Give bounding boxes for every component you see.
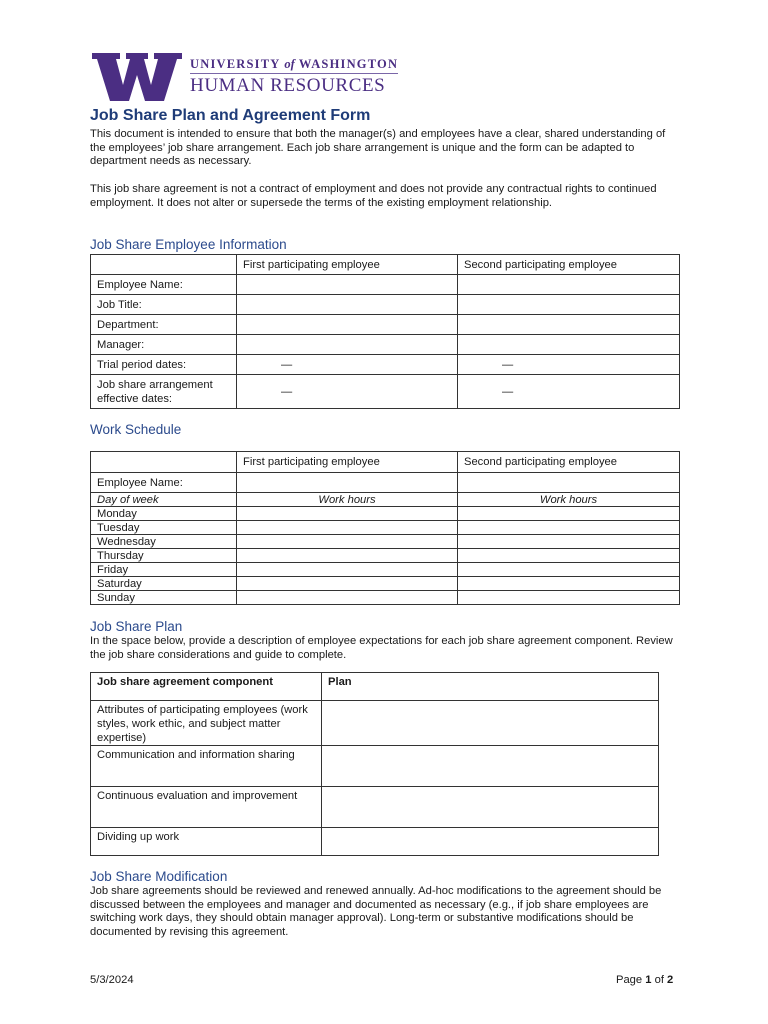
first-employee-name-field[interactable]: [237, 275, 458, 295]
uw-w-logo-icon: [92, 53, 182, 101]
table-header-row: [91, 452, 680, 473]
first-hours-field[interactable]: [237, 507, 458, 521]
logo-university: UNIVERSITY of WASHINGTON: [190, 57, 398, 74]
first-department-field[interactable]: [237, 315, 458, 335]
second-effective-dates-field[interactable]: —: [458, 375, 680, 409]
second-hours-field[interactable]: [458, 549, 680, 563]
intro-paragraph-2: This job share agreement is not a contract of employment and does not provide any contractual rights to continued employment. It does not alter or supersede the terms of the existing employment relationship.: [90, 183, 657, 209]
second-hours-field[interactable]: [458, 507, 680, 521]
table-row: [91, 521, 680, 535]
day-label: Monday: [91, 507, 237, 521]
table-row: [91, 335, 680, 355]
plan-table: [90, 672, 659, 856]
day-label: Friday: [91, 563, 237, 577]
section-heading-modification: Job Share Modification: [90, 869, 228, 884]
header-second-employee: Second participating employee: [458, 452, 680, 473]
row-label: Job share arrangement effective dates:: [91, 375, 237, 409]
table-row: [91, 473, 680, 493]
second-employee-name-field[interactable]: [458, 275, 680, 295]
header-cell-blank: [91, 452, 237, 473]
row-label: Employee Name:: [91, 473, 237, 493]
table-row: [91, 563, 680, 577]
table-row: [91, 507, 680, 521]
table-header-row: [91, 255, 680, 275]
footer-date: 5/3/2024: [90, 974, 134, 986]
header-first-employee: First participating employee: [237, 452, 458, 473]
table-row: [91, 315, 680, 335]
header-second-employee: Second participating employee: [458, 255, 680, 275]
row-label: Trial period dates:: [91, 355, 237, 375]
component-label: Continuous evaluation and improvement: [91, 787, 322, 828]
plan-dividing-work-field[interactable]: [322, 828, 659, 856]
second-trial-dates-field[interactable]: —: [458, 355, 680, 375]
second-employee-name-field[interactable]: [458, 473, 680, 493]
uw-hr-logo: [92, 52, 398, 102]
table-row: [91, 375, 680, 409]
second-hours-field[interactable]: [458, 521, 680, 535]
section-heading-plan: Job Share Plan: [90, 619, 183, 634]
section-heading-employee-info: Job Share Employee Information: [90, 237, 287, 252]
footer-page-number: Page 1 of 2: [616, 974, 674, 986]
header-cell-blank: [91, 255, 237, 275]
first-trial-dates-field[interactable]: —: [237, 355, 458, 375]
second-hours-field[interactable]: [458, 591, 680, 605]
day-of-week-label: Day of week: [91, 493, 237, 507]
section-heading-work-schedule: Work Schedule: [90, 422, 182, 437]
first-work-hours-label: Work hours: [237, 493, 458, 507]
row-label: Employee Name:: [91, 275, 237, 295]
first-hours-field[interactable]: [237, 563, 458, 577]
header-component: Job share agreement component: [91, 673, 322, 701]
logo-department: HUMAN RESOURCES: [190, 75, 386, 96]
row-label: Job Title:: [91, 295, 237, 315]
modification-text: Job share agreements should be reviewed and renewed annually. Ad-hoc modifications to the agreement should be discussed between the employees and manager and documented as necessary (e.g., if job share employees are switching work days, they should obtain manager approval). Long-term or substantive modifications should be documented by revising this agreement.: [90, 885, 662, 938]
day-label: Sunday: [91, 591, 237, 605]
component-label: Attributes of participating employees (work styles, work ethic, and subject matter expertise): [91, 701, 322, 746]
table-row: [91, 535, 680, 549]
table-row: [91, 275, 680, 295]
day-label: Wednesday: [91, 535, 237, 549]
first-hours-field[interactable]: [237, 535, 458, 549]
table-row: [91, 701, 659, 746]
table-header-row: [91, 673, 659, 701]
row-label: Department:: [91, 315, 237, 335]
row-label: Manager:: [91, 335, 237, 355]
plan-evaluation-field[interactable]: [322, 787, 659, 828]
header-first-employee: First participating employee: [237, 255, 458, 275]
second-hours-field[interactable]: [458, 577, 680, 591]
table-row: [91, 787, 659, 828]
schedule-subheader-row: [91, 493, 680, 507]
day-label: Tuesday: [91, 521, 237, 535]
second-department-field[interactable]: [458, 315, 680, 335]
day-label: Saturday: [91, 577, 237, 591]
table-row: [91, 355, 680, 375]
plan-communication-field[interactable]: [322, 746, 659, 787]
table-row: [91, 828, 659, 856]
header-plan: Plan: [322, 673, 659, 701]
second-job-title-field[interactable]: [458, 295, 680, 315]
table-row: [91, 295, 680, 315]
intro-paragraph-1: This document is intended to ensure that both the manager(s) and employees have a clear, shared understanding of the employees’ job share arrangement. Each job share arrangement is unique and the form can be adapted to department needs as necessary.: [90, 128, 666, 168]
first-hours-field[interactable]: [237, 577, 458, 591]
second-manager-field[interactable]: [458, 335, 680, 355]
first-manager-field[interactable]: [237, 335, 458, 355]
first-job-title-field[interactable]: [237, 295, 458, 315]
table-row: [91, 746, 659, 787]
table-row: [91, 577, 680, 591]
plan-description: In the space below, provide a description of employee expectations for each job share agreement component. Review the job share considerations and guide to complete.: [90, 635, 673, 661]
page-title: Job Share Plan and Agreement Form: [90, 107, 371, 124]
first-hours-field[interactable]: [237, 549, 458, 563]
plan-attributes-field[interactable]: [322, 701, 659, 746]
second-work-hours-label: Work hours: [458, 493, 680, 507]
second-hours-field[interactable]: [458, 535, 680, 549]
first-hours-field[interactable]: [237, 521, 458, 535]
table-row: [91, 591, 680, 605]
logo-wordmark: [190, 57, 398, 97]
day-label: Thursday: [91, 549, 237, 563]
work-schedule-table: [90, 451, 680, 605]
component-label: Dividing up work: [91, 828, 322, 856]
first-employee-name-field[interactable]: [237, 473, 458, 493]
first-effective-dates-field[interactable]: —: [237, 375, 458, 409]
employee-info-table: [90, 254, 680, 409]
first-hours-field[interactable]: [237, 591, 458, 605]
component-label: Communication and information sharing: [91, 746, 322, 787]
table-row: [91, 549, 680, 563]
second-hours-field[interactable]: [458, 563, 680, 577]
